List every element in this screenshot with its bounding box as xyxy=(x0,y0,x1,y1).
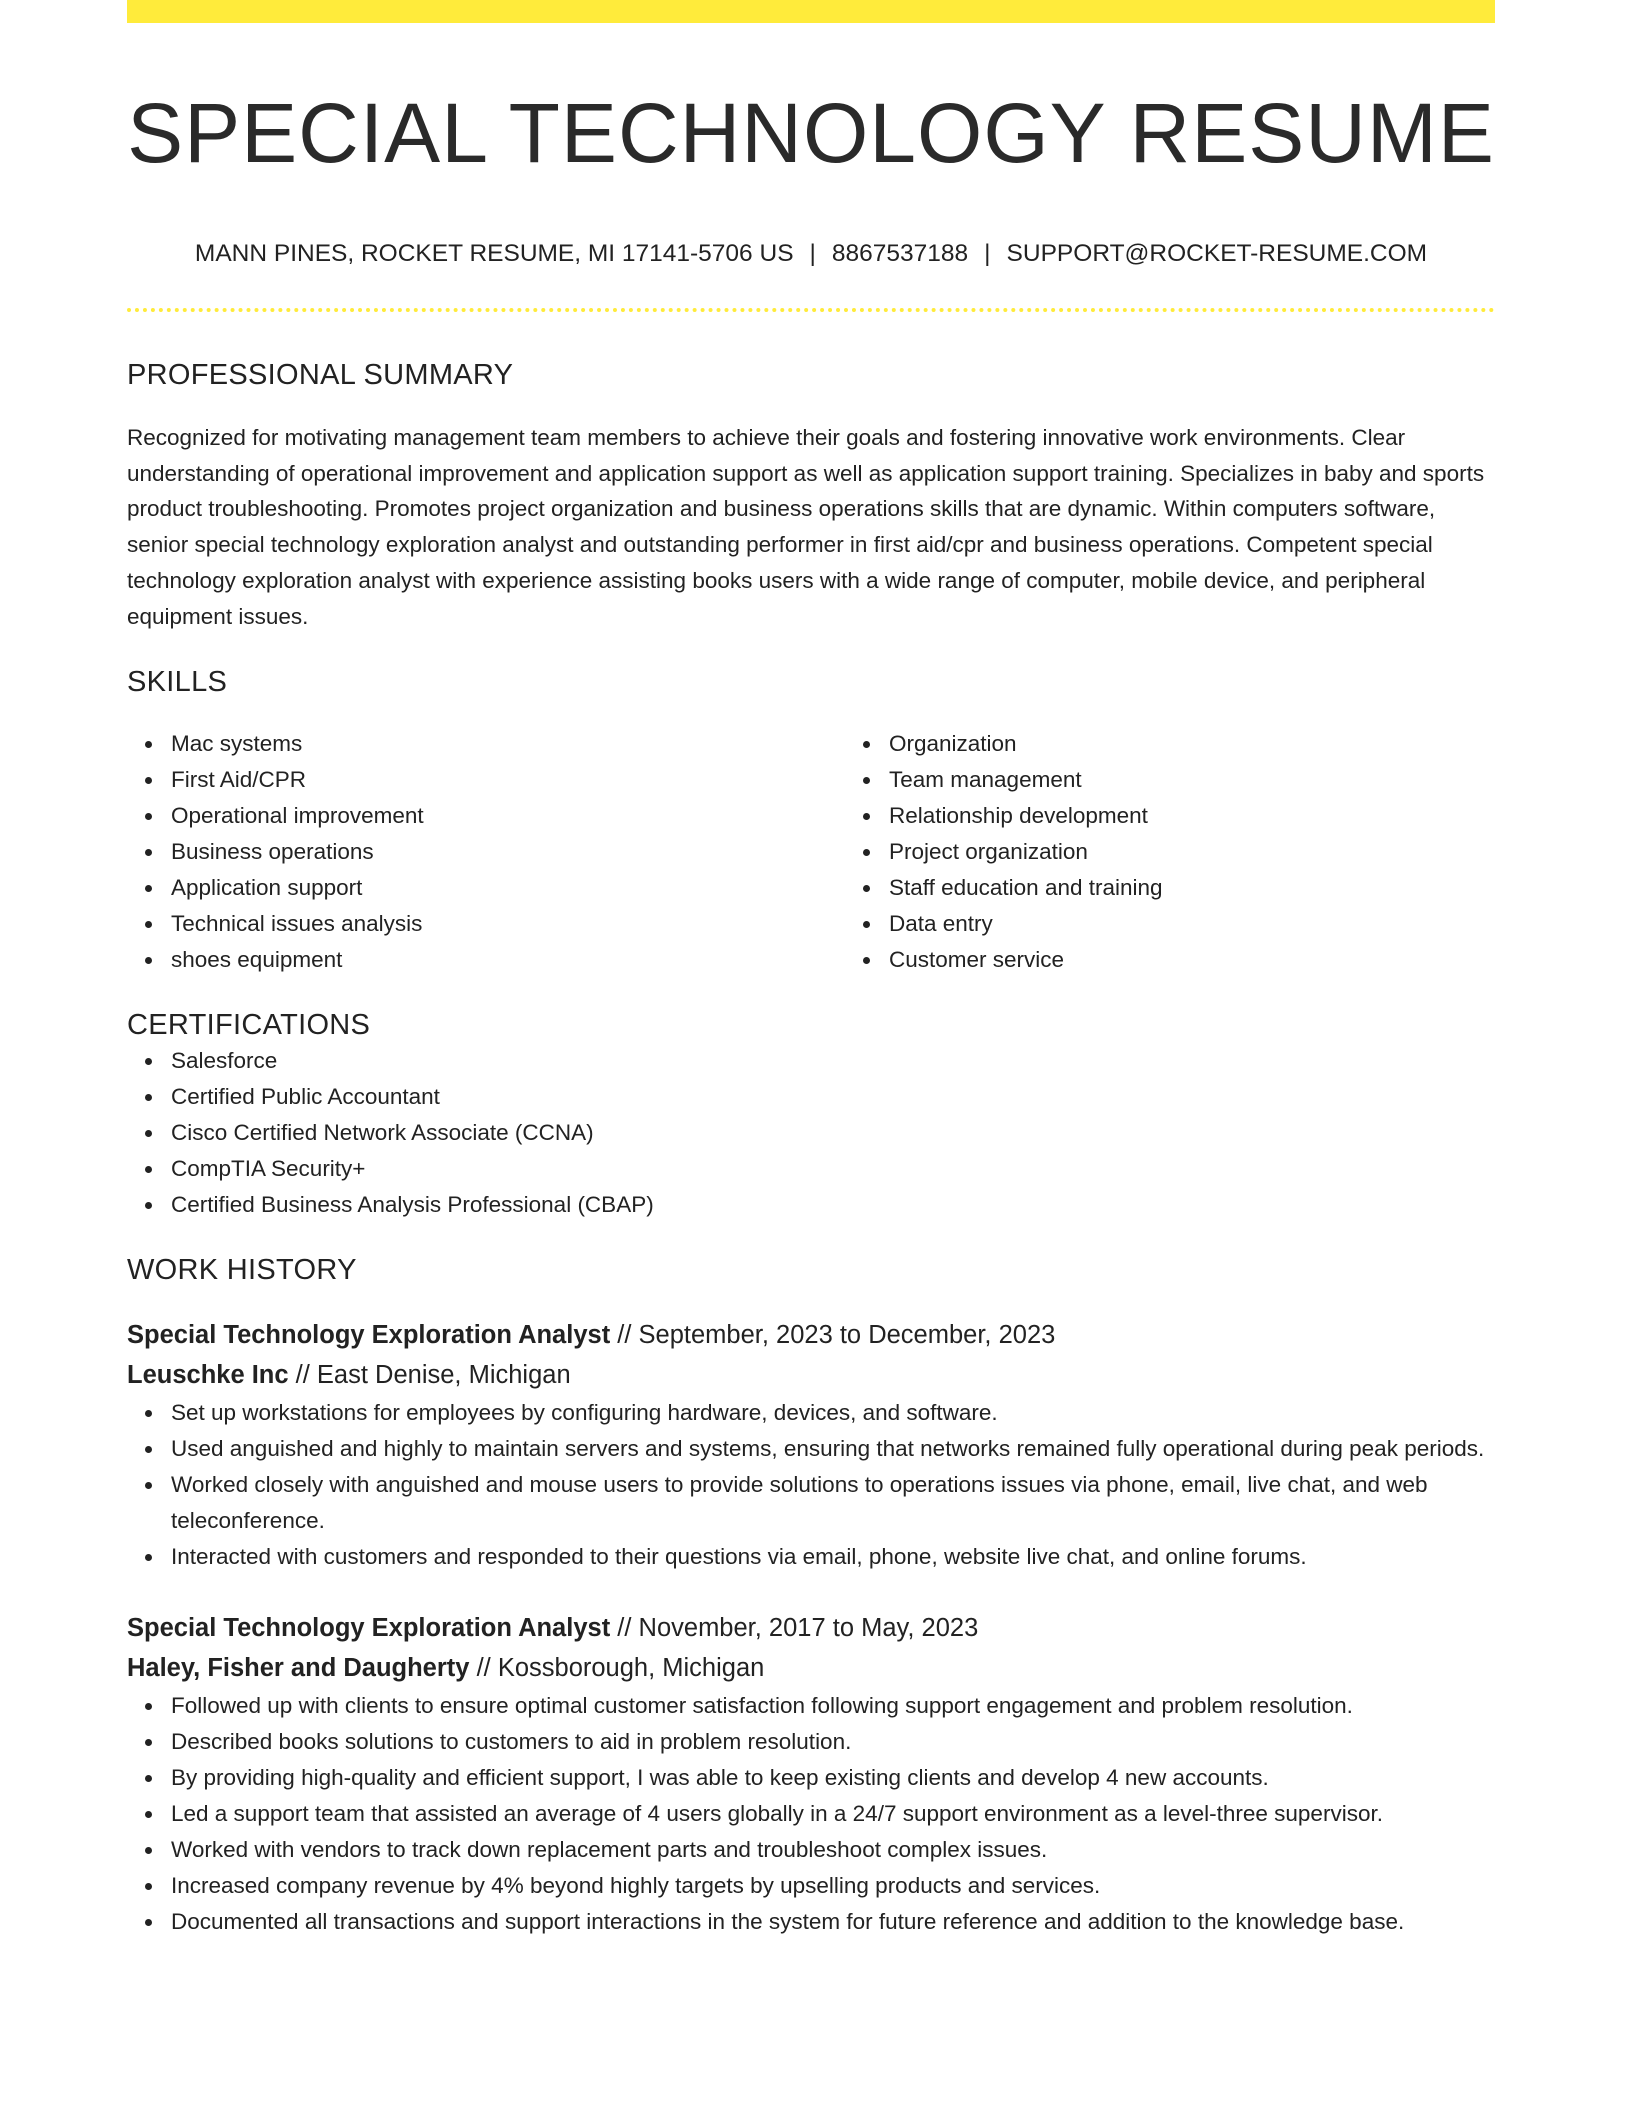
job-dates: // November, 2017 to May, 2023 xyxy=(617,1613,979,1642)
contact-line xyxy=(127,239,1495,268)
job-entry xyxy=(127,1608,1495,1940)
skills-list-left xyxy=(127,726,845,978)
job-bullet: Documented all transactions and support interactions in the system for future reference and addition to the knowledge base. xyxy=(171,1904,1495,1940)
skill-item: Operational improvement xyxy=(171,798,845,834)
job-bullets xyxy=(127,1395,1495,1575)
job-bullet: Led a support team that assisted an average of 4 users globally in a 24/7 support environment as a level-three supervisor. xyxy=(171,1796,1495,1832)
job-bullets xyxy=(127,1688,1495,1940)
skill-item: First Aid/CPR xyxy=(171,762,845,798)
skill-item: Application support xyxy=(171,870,845,906)
certifications-heading: CERTIFICATIONS xyxy=(127,1009,371,1042)
resume-page xyxy=(127,0,1495,1940)
certification-item: Cisco Certified Network Associate (CCNA) xyxy=(171,1115,1495,1151)
job-bullet: Described books solutions to customers to aid in problem resolution. xyxy=(171,1724,1495,1760)
summary-heading: PROFESSIONAL SUMMARY xyxy=(127,358,514,391)
job-bullet: Set up workstations for employees by configuring hardware, devices, and software. xyxy=(171,1395,1495,1431)
skill-item: Business operations xyxy=(171,834,845,870)
skill-item: Project organization xyxy=(889,834,1495,870)
skills-heading: SKILLS xyxy=(127,665,228,698)
job-location: // Kossborough, Michigan xyxy=(476,1653,765,1682)
contact-separator: | xyxy=(809,239,816,267)
skill-item: Relationship development xyxy=(889,798,1495,834)
job-bullet: Worked with vendors to track down replacement parts and troubleshoot complex issues. xyxy=(171,1832,1495,1868)
job-bullet: Followed up with clients to ensure optimal customer satisfaction following support engagement and problem resolution. xyxy=(171,1688,1495,1724)
job-title-line xyxy=(127,1315,1495,1355)
certification-item: Certified Business Analysis Professional (CBAP) xyxy=(171,1187,1495,1223)
contact-separator: | xyxy=(984,239,991,267)
job-dates: // September, 2023 to December, 2023 xyxy=(617,1320,1056,1349)
job-title: Special Technology Exploration Analyst xyxy=(127,1320,611,1349)
skill-item: Data entry xyxy=(889,906,1495,942)
job-company: Leuschke Inc xyxy=(127,1360,289,1389)
summary-text: Recognized for motivating management team members to achieve their goals and fostering innovative work environments. Clear understanding of operational improvement and application support as well as application support training. Specializes in baby and sports product troubleshooting. Promotes project organization and business operations skills that are dynamic. Within computers software, senior special technology exploration analyst and outstanding performer in first aid/cpr and business operations. Competent special technology exploration analyst with experience assisting books users with a wide range of computer, mobile device, and peripheral equipment issues. xyxy=(127,424,1485,629)
job-company-line xyxy=(127,1648,1495,1688)
header-divider xyxy=(127,308,1495,312)
contact-phone: 8867537188 xyxy=(831,239,969,267)
certification-item: CompTIA Security+ xyxy=(171,1151,1495,1187)
resume-title: SPECIAL TECHNOLOGY RESUME xyxy=(127,86,1495,180)
job-bullet: Used anguished and highly to maintain servers and systems, ensuring that networks remained fully operational during peak periods. xyxy=(171,1431,1495,1467)
job-bullet: By providing high-quality and efficient support, I was able to keep existing clients and develop 4 new accounts. xyxy=(171,1760,1495,1796)
skill-item: Mac systems xyxy=(171,726,845,762)
job-bullet: Increased company revenue by 4% beyond highly targets by upselling products and services. xyxy=(171,1868,1495,1904)
job-title: Special Technology Exploration Analyst xyxy=(127,1613,611,1642)
skill-item: Customer service xyxy=(889,942,1495,978)
job-location: // East Denise, Michigan xyxy=(295,1360,571,1389)
contact-email: SUPPORT@ROCKET-RESUME.COM xyxy=(1006,239,1428,267)
certification-item: Certified Public Accountant xyxy=(171,1079,1495,1115)
skill-item: Technical issues analysis xyxy=(171,906,845,942)
skill-item: Team management xyxy=(889,762,1495,798)
certification-item: Salesforce xyxy=(171,1043,1495,1079)
skill-item: shoes equipment xyxy=(171,942,845,978)
job-title-line xyxy=(127,1608,1495,1648)
work-history-heading: WORK HISTORY xyxy=(127,1254,357,1287)
skill-item: Staff education and training xyxy=(889,870,1495,906)
job-bullet: Worked closely with anguished and mouse users to provide solutions to operations issues via phone, email, live chat, and web teleconference. xyxy=(171,1467,1495,1539)
job-company-line xyxy=(127,1355,1495,1395)
job-bullet: Interacted with customers and responded to their questions via email, phone, website live chat, and online forums. xyxy=(171,1539,1495,1575)
contact-address: MANN PINES, ROCKET RESUME, MI 17141-5706 US xyxy=(194,239,794,267)
job-company: Haley, Fisher and Daugherty xyxy=(127,1653,470,1682)
skills-list-right xyxy=(845,726,1495,978)
certifications-list xyxy=(127,1043,1495,1223)
skill-item: Organization xyxy=(889,726,1495,762)
top-accent-bar xyxy=(127,0,1495,23)
skills-columns xyxy=(127,726,1495,978)
job-entry xyxy=(127,1315,1495,1575)
